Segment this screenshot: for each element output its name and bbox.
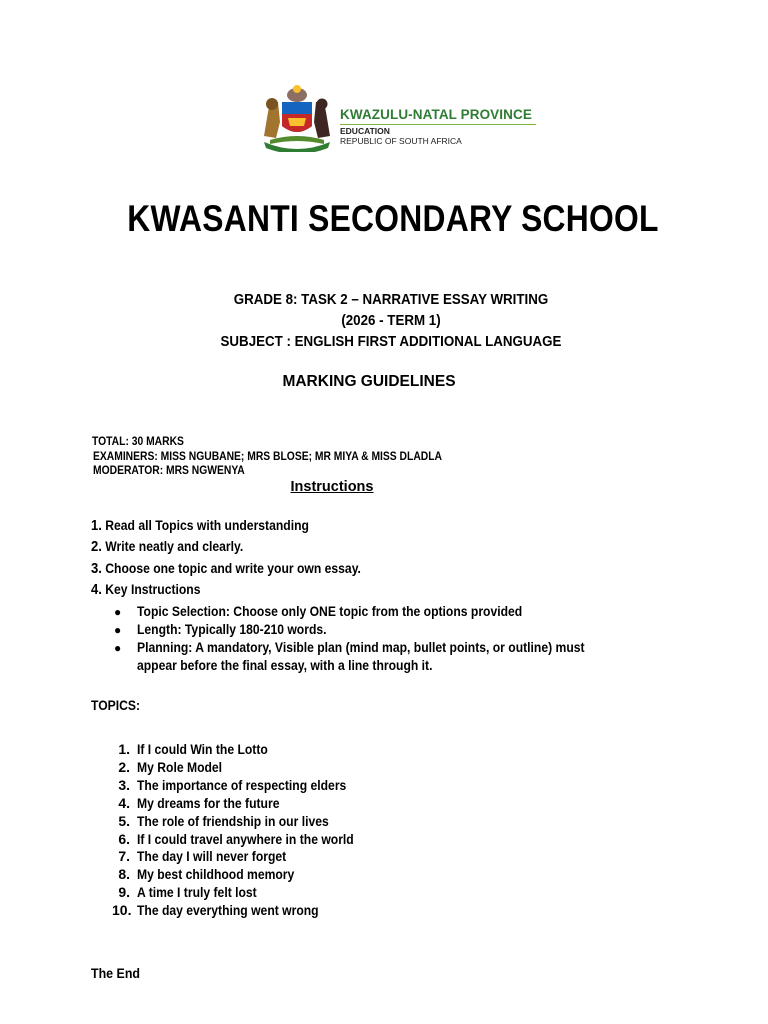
- task-heading: GRADE 8: TASK 2 – NARRATIVE ESSAY WRITING: [233, 292, 549, 308]
- logo-divider: [340, 124, 536, 125]
- topic-text: My dreams for the future: [137, 796, 280, 811]
- term-heading: (2026 - TERM 1): [341, 313, 441, 329]
- instruction-item: [91, 518, 309, 534]
- marking-guidelines-heading: MARKING GUIDELINES: [282, 373, 456, 390]
- bullet-icon: ●: [114, 605, 122, 619]
- key-instruction: Topic Selection: Choose only ONE topic from the options provided: [137, 604, 523, 619]
- topic-number: 9.: [118, 884, 130, 900]
- department-logo: [258, 82, 548, 152]
- instruction-text: Choose one topic and write your own essay.: [105, 561, 361, 576]
- topic-number: 7.: [118, 848, 130, 864]
- topic-text: My best childhood memory: [137, 867, 295, 882]
- topic-number: 6.: [118, 831, 130, 847]
- coat-of-arms-icon: [258, 82, 336, 152]
- department-name: EDUCATION: [340, 126, 390, 136]
- topic-text: A time I truly felt lost: [137, 885, 257, 900]
- instruction-text: Key Instructions: [105, 582, 201, 597]
- topic-text: If I could travel anywhere in the world: [137, 832, 354, 847]
- topic-number: 1.: [118, 741, 130, 757]
- topic-text: The role of friendship in our lives: [137, 814, 329, 829]
- province-name: KWAZULU-NATAL PROVINCE: [340, 107, 532, 122]
- topic-text: My Role Model: [137, 760, 223, 775]
- total-marks: TOTAL: 30 MARKS: [92, 434, 184, 448]
- bullet-icon: ●: [114, 641, 122, 655]
- topic-text: The day I will never forget: [137, 849, 287, 864]
- school-title: KWASANTI SECONDARY SCHOOL: [127, 198, 659, 239]
- examiners: EXAMINERS: MISS NGUBANE; MRS BLOSE; MR MIYA & MISS DLADLA: [93, 449, 442, 463]
- topics-label: TOPICS:: [91, 698, 141, 713]
- instruction-number: 2.: [91, 539, 102, 555]
- topic-text: The day everything went wrong: [137, 903, 319, 918]
- topic-number: 8.: [118, 866, 130, 882]
- instruction-number: 4.: [91, 582, 102, 598]
- instruction-number: 1.: [91, 518, 102, 534]
- topic-text: If I could Win the Lotto: [137, 742, 268, 757]
- instruction-text: Read all Topics with understanding: [105, 518, 309, 533]
- topic-number: 3.: [118, 777, 130, 793]
- topic-number: 4.: [118, 795, 130, 811]
- instruction-item: [91, 561, 361, 577]
- instruction-text: Write neatly and clearly.: [105, 539, 244, 554]
- instruction-item: [91, 582, 200, 598]
- key-instruction-continued: appear before the final essay, with a line through it.: [137, 658, 433, 673]
- subject-heading: SUBJECT : ENGLISH FIRST ADDITIONAL LANGUAGE: [220, 334, 562, 350]
- topic-number: 10.: [112, 902, 132, 918]
- instruction-number: 3.: [91, 561, 102, 577]
- instructions-title: Instructions: [290, 479, 374, 495]
- bullet-icon: ●: [114, 623, 122, 637]
- document-end: The End: [91, 966, 140, 981]
- key-instruction: Planning: A mandatory, Visible plan (mind map, bullet points, or outline) must: [137, 640, 585, 655]
- instruction-item: [91, 539, 243, 555]
- country-name: REPUBLIC OF SOUTH AFRICA: [340, 136, 462, 146]
- topic-number: 5.: [118, 813, 130, 829]
- topic-number: 2.: [118, 759, 130, 775]
- topic-text: The importance of respecting elders: [137, 778, 347, 793]
- key-instruction: Length: Typically 180-210 words.: [137, 622, 327, 637]
- moderator: MODERATOR: MRS NGWENYA: [93, 463, 245, 477]
